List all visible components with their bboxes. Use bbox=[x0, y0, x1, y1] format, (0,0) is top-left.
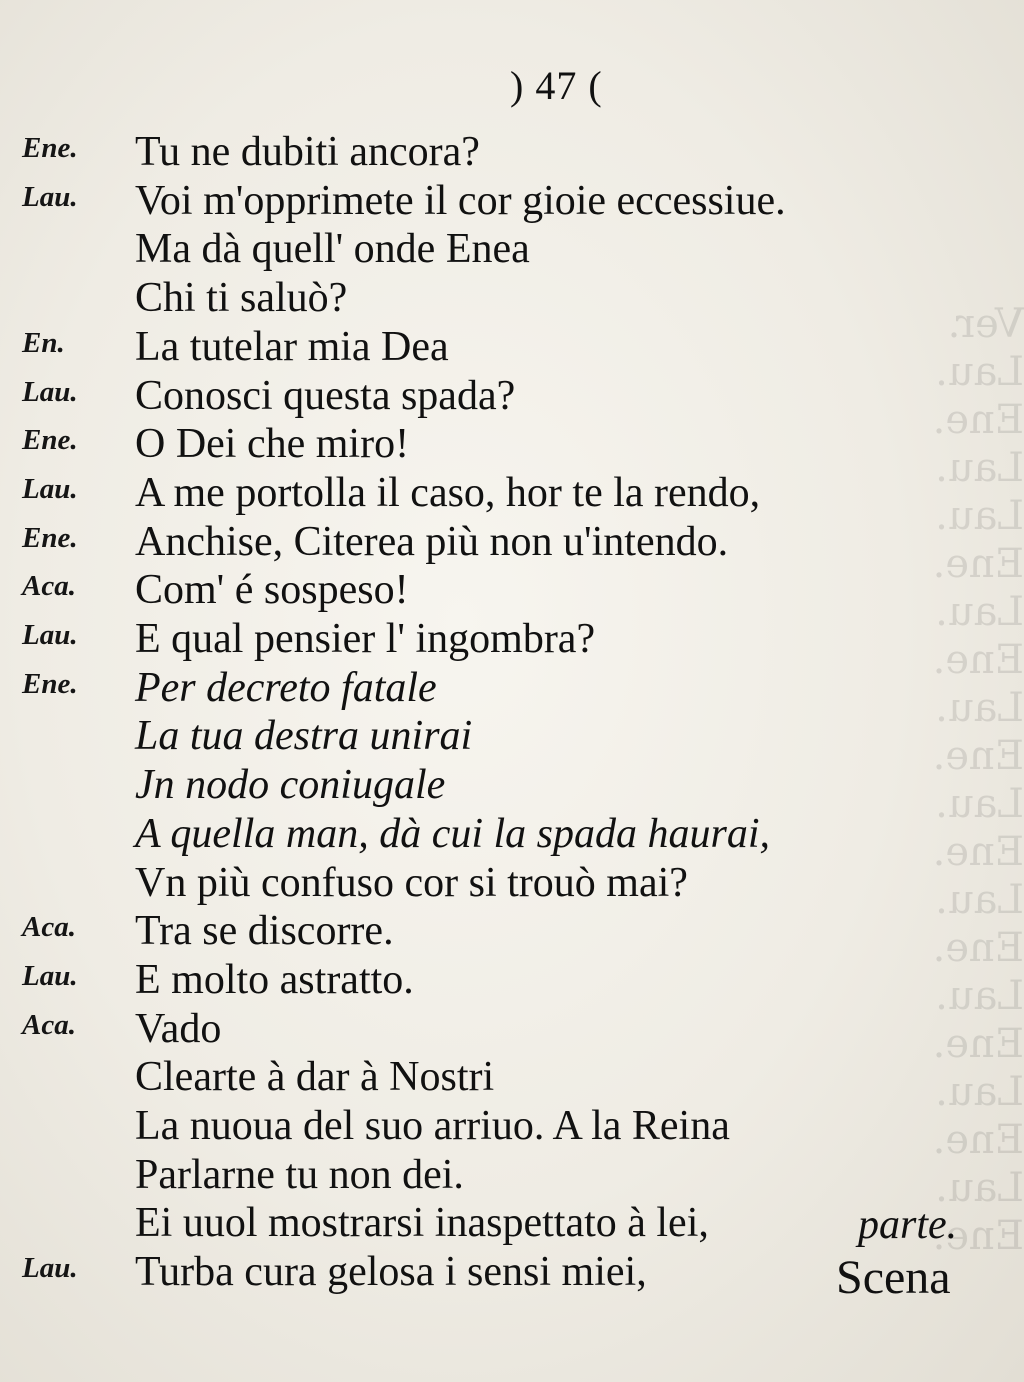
speaker-label: Ene. bbox=[22, 521, 78, 554]
verse-text: A quella man, dà cui la spada haurai, bbox=[135, 810, 771, 857]
dialogue-line bbox=[0, 664, 1024, 712]
speaker-label: Ene. bbox=[22, 667, 78, 700]
verse-text: Parlarne tu non dei. bbox=[135, 1151, 464, 1198]
speaker-label: Lau. bbox=[22, 375, 78, 408]
dialogue-line bbox=[0, 1199, 1024, 1247]
verse-text: O Dei che miro! bbox=[135, 421, 410, 468]
dialogue-line bbox=[0, 372, 1024, 420]
dialogue-line bbox=[0, 712, 1024, 760]
bleed-through-line: Lau. bbox=[935, 1069, 1024, 1115]
verse-text: Com' é sospeso! bbox=[135, 567, 409, 614]
dialogue-line bbox=[0, 1151, 1024, 1199]
verse-text: E qual pensier l' ingombra? bbox=[135, 616, 596, 662]
dialogue-line bbox=[0, 274, 1024, 322]
verse-text: Jn nodo coniugale bbox=[135, 762, 446, 809]
verse-text: Turba cura gelosa i sensi miei, bbox=[135, 1249, 647, 1296]
bleed-through-line: Lau. bbox=[935, 973, 1024, 1019]
bleed-through-line: Ene. bbox=[932, 1021, 1024, 1067]
bleed-through-line: Lau. bbox=[935, 445, 1024, 491]
bleed-through-line: Ene. bbox=[932, 925, 1024, 971]
dialogue-line bbox=[0, 469, 1024, 517]
dialogue-line bbox=[0, 615, 1024, 663]
dialogue-line bbox=[0, 518, 1024, 566]
speaker-label: Lau. bbox=[22, 959, 78, 992]
dialogue-line bbox=[0, 225, 1024, 273]
verse-text: A me portolla il caso, hor te la rendo, bbox=[135, 469, 761, 516]
verse-text: Per decreto fatale bbox=[135, 664, 437, 711]
verse-text: La nuoua del suo arriuo. A la Reina bbox=[135, 1103, 730, 1149]
verse-text: Tu ne dubiti ancora? bbox=[135, 129, 480, 175]
catchword: Scena bbox=[836, 1251, 951, 1304]
stage-direction: parte. bbox=[858, 1202, 958, 1249]
bleed-through-line: Ene. bbox=[932, 541, 1024, 587]
dialogue-line bbox=[0, 859, 1024, 907]
verse-text: La tua destra unirai bbox=[135, 713, 473, 760]
bleed-through-line: Lau. bbox=[935, 877, 1024, 923]
speaker-label: Aca. bbox=[22, 1008, 76, 1041]
dialogue-line bbox=[0, 128, 1024, 176]
verse-text: La tutelar mia Dea bbox=[135, 323, 449, 370]
bleed-through-line: Ene. bbox=[932, 733, 1024, 779]
bleed-through-line: Lau. bbox=[935, 685, 1024, 731]
dialogue-line bbox=[0, 177, 1024, 225]
speaker-label: Aca. bbox=[22, 570, 76, 603]
verse-text: Voi m'opprimete il cor gioie eccessiue. bbox=[135, 177, 786, 224]
speaker-label: Lau. bbox=[22, 472, 78, 505]
verse-text: E molto astratto. bbox=[135, 956, 414, 1003]
speaker-label: Ene. bbox=[22, 424, 78, 457]
bleed-through-line: Lau. bbox=[935, 781, 1024, 827]
verse-text: Clearte à dar à Nostri bbox=[135, 1054, 495, 1101]
bleed-through-line: Lau. bbox=[935, 349, 1024, 395]
dialogue-line bbox=[0, 907, 1024, 955]
bleed-through-line: Lau. bbox=[935, 1165, 1024, 1211]
dialogue-line bbox=[0, 810, 1024, 858]
dialogue-line bbox=[0, 1102, 1024, 1150]
speaker-label: Lau. bbox=[22, 619, 78, 651]
verse-text: Ei uuol mostrarsi inaspettato à lei, bbox=[135, 1200, 709, 1247]
bleed-through-line: Ene. bbox=[932, 397, 1024, 443]
bleed-through-line: Lau. bbox=[935, 493, 1024, 539]
page-number: ) 47 ( bbox=[510, 63, 603, 108]
dialogue-line bbox=[0, 956, 1024, 1004]
speaker-label: Ene. bbox=[22, 132, 78, 164]
dialogue-line bbox=[0, 761, 1024, 809]
dialogue-line bbox=[0, 323, 1024, 371]
dialogue-line bbox=[0, 1053, 1024, 1101]
bleed-through-line: Ver. bbox=[947, 301, 1024, 347]
verse-text: Chi ti saluò? bbox=[135, 275, 348, 322]
dialogue-line bbox=[0, 420, 1024, 468]
verse-text: Anchise, Citerea più non u'intendo. bbox=[135, 518, 729, 565]
verse-text: Vado bbox=[135, 1005, 222, 1052]
bleed-through-line: Lau. bbox=[935, 589, 1024, 635]
verse-text: Conosci questa spada? bbox=[135, 372, 516, 419]
speaker-label: Lau. bbox=[22, 180, 78, 213]
dialogue-line bbox=[0, 566, 1024, 614]
verse-text: Vn più confuso cor si trouò mai? bbox=[135, 859, 688, 906]
bleed-through-line: Ene. bbox=[932, 637, 1024, 683]
verse-text: Tra se discorre. bbox=[135, 908, 394, 955]
bleed-through-line: Ene. bbox=[932, 829, 1024, 875]
speaker-label: Lau. bbox=[22, 1252, 78, 1285]
bleed-through-line: Ene. bbox=[932, 1117, 1024, 1163]
dialogue-line bbox=[0, 1005, 1024, 1053]
verse-text: Ma dà quell' onde Enea bbox=[135, 226, 530, 273]
speaker-label: Aca. bbox=[22, 911, 76, 944]
bleed-through-line: Ene. bbox=[932, 1213, 1024, 1250]
speaker-label: En. bbox=[22, 326, 65, 359]
